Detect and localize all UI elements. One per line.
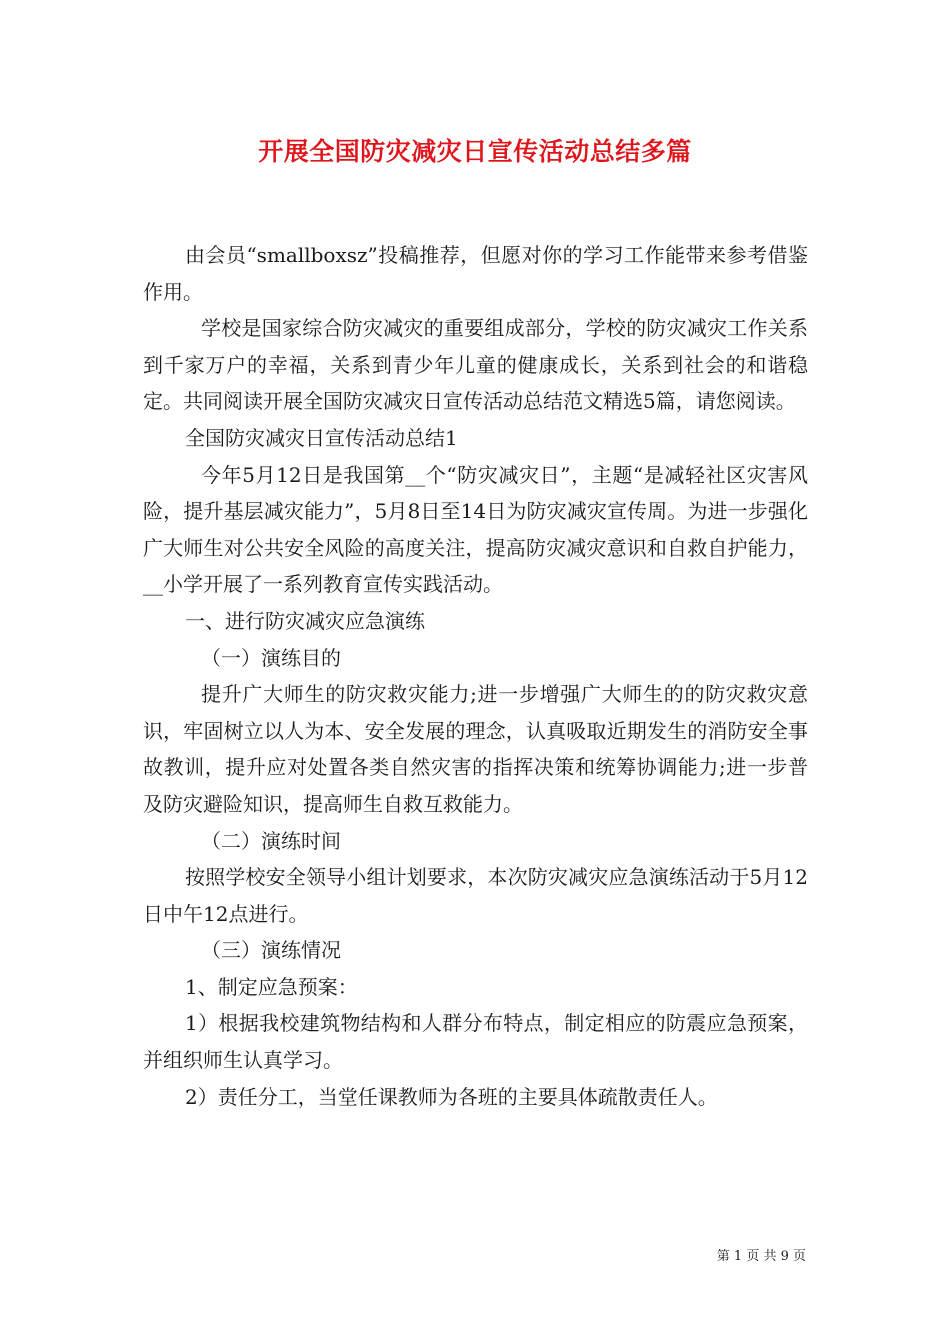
subsection-heading: （三）演练情况 <box>201 938 341 963</box>
page-number-footer: 第 1 页 共 9 页 <box>716 1249 806 1264</box>
subsection-heading: 一、进行防灾减灾应急演练 <box>185 608 425 633</box>
subsection-heading: （一）演练目的 <box>201 645 341 670</box>
paragraph: 按照学校安全领导小组计划要求，本次防灾减灾应急演练活动于5月12日中午12点进行。 <box>143 865 808 926</box>
paragraph: 今年5月12日是我国第__个“防灾减灾日”，主题“是减轻社区灾害风险，提升基层减灾能力”，5月8日至14日为防灾减灾宣传周。为进一步强化广大师生对公共安全风险的高度关注，提高防灾减灾意识和自救自护能力，__小学开展了一系列教育宣传实践活动。 <box>143 462 808 597</box>
section-heading: 全国防灾减灾日宣传活动总结1 <box>185 425 458 450</box>
list-item: 1）根据我校建筑物结构和人群分布特点，制定相应的防震应急预案，并组织师生认真学习。 <box>143 1011 808 1073</box>
paragraph: 提升广大师生的防灾救灾能力;进一步增强广大师生的的防灾救灾意识，牢固树立以人为本、安全发展的理念，认真吸取近期发生的消防安全事故教训，提升应对处置各类自然灾害的指挥决策和统筹协调能力;进一步普及防灾避险知识，提高师生自救互救能力。 <box>143 682 808 816</box>
paragraph-summary: 学校是国家综合防灾减灾的重要组成部分，学校的防灾减灾工作关系到千家万户的幸福，关系到青少年儿童的健康成长，关系到社会的和谐稳定。共同阅读开展全国防灾减灾日宣传活动总结范文精选5篇，请您阅读。 <box>143 316 808 414</box>
document-title: 开展全国防灾减灾日宣传活动总结多篇 <box>258 137 692 166</box>
document-body <box>143 237 808 1115</box>
paragraph-intro: 由会员“smallboxsz”投稿推荐，但愿对你的学习工作能带来参考借鉴作用。 <box>143 243 808 304</box>
list-item: 2）责任分工，当堂任课教师为各班的主要具体疏散责任人。 <box>185 1084 718 1109</box>
subsection-heading: （二）演练时间 <box>201 828 341 853</box>
list-item: 1、制定应急预案： <box>185 974 358 999</box>
